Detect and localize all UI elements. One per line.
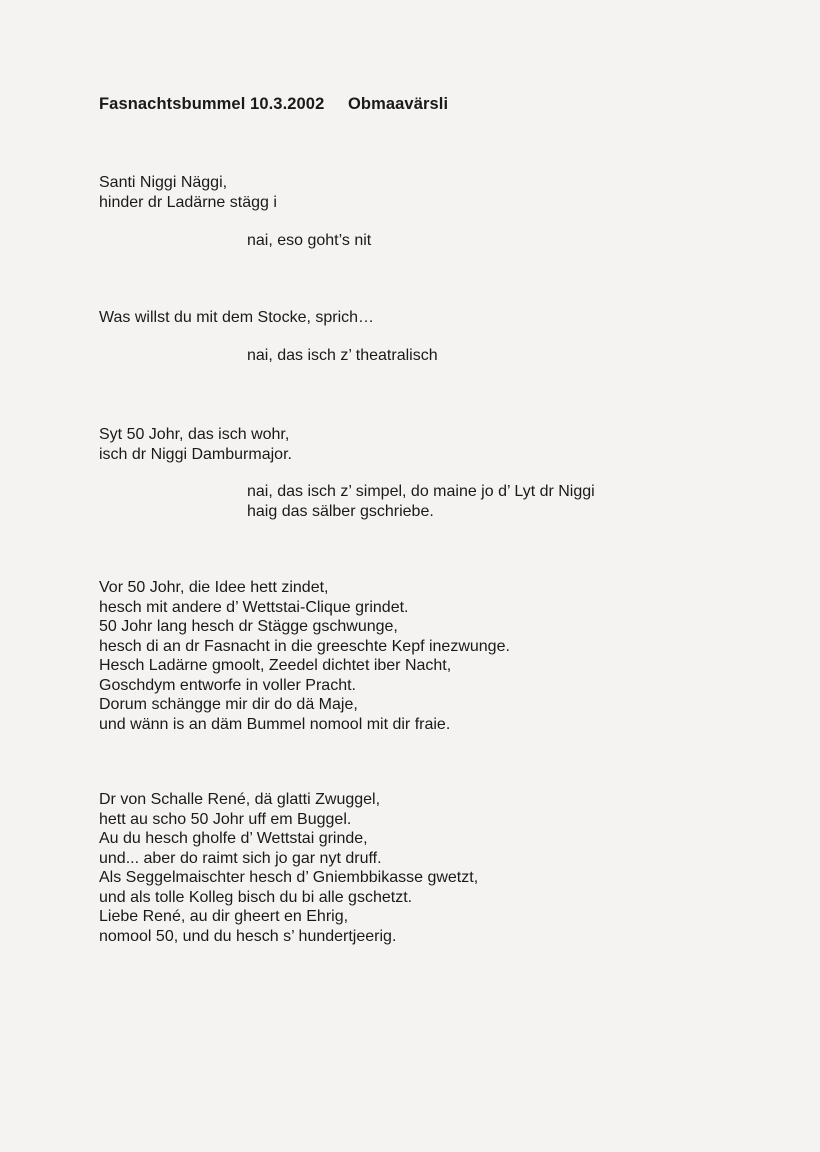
verse-line: Syt 50 Johr, das isch wohr, <box>99 426 290 443</box>
verse-line: Santi Niggi Näggi, <box>99 174 228 191</box>
verse-line: Liebe René, au dir gheert en Ehrig, <box>99 908 349 925</box>
verse-line: Hesch Ladärne gmoolt, Zeedel dichtet iber Nacht, <box>99 657 452 674</box>
verse-line: isch dr Niggi Damburmajor. <box>99 445 292 463</box>
aside-comment-1 <box>247 231 371 251</box>
verse-stanza-1 <box>99 173 277 212</box>
verse-line: Was willst du mit dem Stocke, sprich… <box>99 309 375 326</box>
verse-line: nomool 50, und du hesch s’ hundertjeerig. <box>99 927 397 945</box>
verse-line: Vor 50 Johr, die Idee hett zindet, <box>99 579 329 596</box>
title-subtitle: Obmaavärsli <box>348 95 449 113</box>
verse-line: Dr von Schalle René, dä glatti Zwuggel, <box>99 791 381 808</box>
verse-line: und als tolle Kolleg bisch du bi alle gschetzt. <box>99 888 413 906</box>
verse-line: Dorum schängge mir dir do dä Maje, <box>99 696 358 713</box>
verse-line: 50 Johr lang hesch dr Stägge gschwunge, <box>99 618 398 635</box>
verse-line: hesch mit andere d’ Wettstai-Clique grindet. <box>99 598 409 616</box>
verse-line: Als Seggelmaischter hesch d’ Gniembbikasse gwetzt, <box>99 869 479 886</box>
verse-line: hinder dr Ladärne stägg i <box>99 193 277 211</box>
aside-line: nai, das isch z’ simpel, do maine jo d’ Lyt dr Niggi <box>247 483 595 500</box>
verse-stanza-2 <box>99 308 374 328</box>
verse-stanza-5 <box>99 790 478 946</box>
verse-line: hesch di an dr Fasnacht in die greeschte Kepf inezwunge. <box>99 637 510 655</box>
verse-line: und wänn is an däm Bummel nomool mit dir fraie. <box>99 715 451 733</box>
verse-line: hett au scho 50 Johr uff em Buggel. <box>99 810 352 828</box>
aside-comment-2 <box>247 346 438 366</box>
aside-line: nai, das isch z’ theatralisch <box>247 347 438 364</box>
verse-stanza-4 <box>99 578 510 734</box>
document-title <box>99 95 449 114</box>
aside-comment-3 <box>247 482 595 521</box>
verse-line: Au du hesch gholfe d’ Wettstai grinde, <box>99 830 368 847</box>
aside-line: haig das sälber gschriebe. <box>247 502 434 520</box>
aside-line: nai, eso goht’s nit <box>247 232 372 249</box>
title-event-date: Fasnachtsbummel 10.3.2002 <box>99 95 325 113</box>
verse-stanza-3 <box>99 425 292 464</box>
verse-line: und... aber do raimt sich jo gar nyt druff. <box>99 849 382 867</box>
verse-line: Goschdym entworfe in voller Pracht. <box>99 676 356 694</box>
